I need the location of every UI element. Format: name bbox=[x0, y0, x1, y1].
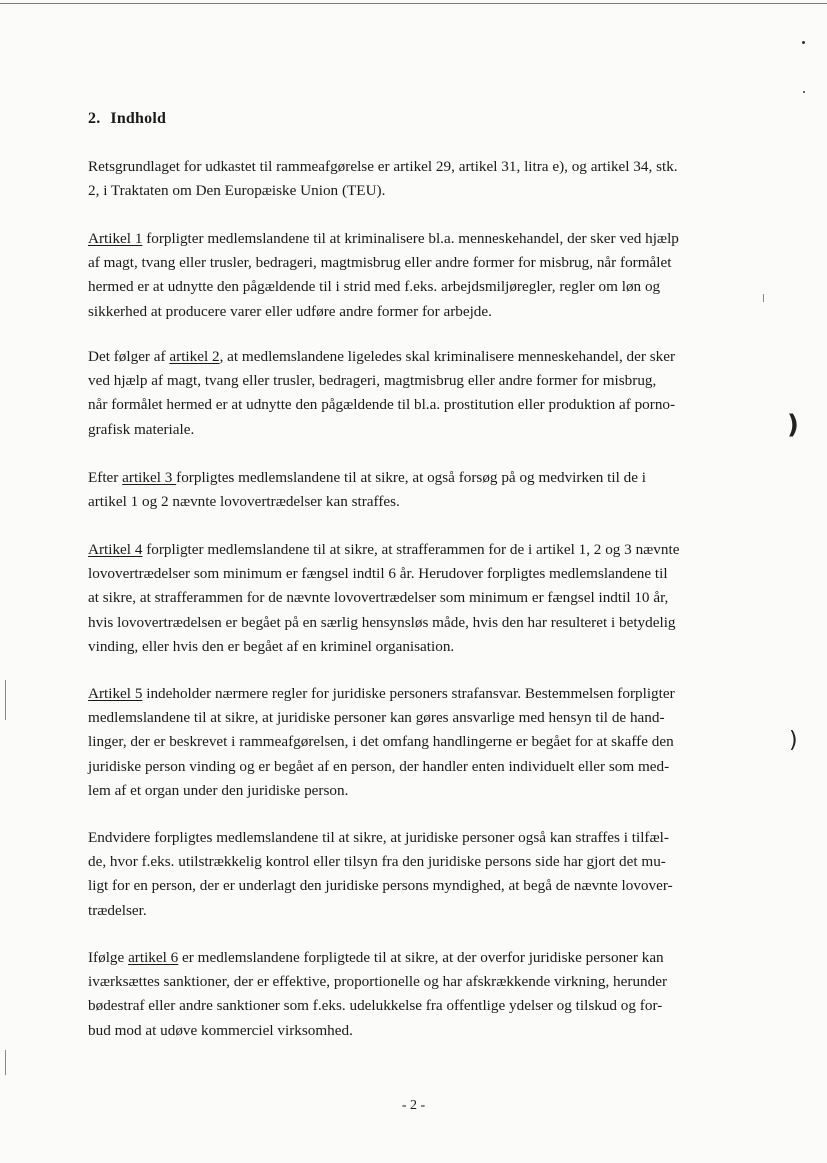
paragraph-legal-persons bbox=[88, 826, 750, 923]
scan-top-rule bbox=[0, 3, 827, 4]
paragraph-line: lovovertrædelser som minimum er fængsel indtil 6 år. Herudover forpligtes medlemslandene til bbox=[88, 565, 668, 583]
article-reference: Artikel 4 bbox=[88, 541, 143, 558]
paragraph-line: linger, der er beskrevet i rammeafgørelsen, i det omfang handlingerne er begået for at skaffe den bbox=[88, 733, 674, 751]
paragraph-line: lem af et organ under den juridiske person. bbox=[88, 781, 349, 799]
paragraph-line: trædelser. bbox=[88, 901, 147, 919]
paragraph-line: vinding, eller hvis den er begået af en kriminel organisation. bbox=[88, 637, 455, 655]
paragraph-article-4 bbox=[88, 538, 750, 659]
paragraph-line: indeholder nærmere regler for juridiske personers strafansvar. Bestemmelsen forpligter bbox=[142, 685, 675, 702]
paragraph-prefix: Ifølge bbox=[88, 949, 129, 966]
paragraph-line: forpligter medlemslandene til at sikre, at strafferammen for de i artikel 1, 2 og 3 nævnte bbox=[142, 541, 680, 558]
paragraph-line: artikel 1 og 2 nævnte lovovertrædelser kan straffes. bbox=[88, 493, 400, 511]
paragraph-prefix: Det følger af bbox=[88, 348, 170, 365]
paragraph-legal-basis bbox=[88, 155, 750, 203]
paragraph-article-2 bbox=[88, 345, 750, 442]
paragraph-prefix: Efter bbox=[88, 469, 123, 486]
paragraph-line: bud mod at udøve kommerciel virksomhed. bbox=[88, 1021, 353, 1039]
paragraph-line: er medlemslandene forpligtede til at sikre, at der overfor juridiske personer kan bbox=[178, 949, 664, 966]
paragraph-line: ved hjælp af magt, tvang eller trusler, bedrageri, magtmisbrug eller andre former for misbrug, bbox=[88, 372, 657, 390]
paragraph-article-5 bbox=[88, 682, 750, 803]
article-reference: Artikel 1 bbox=[88, 230, 143, 247]
scan-mark bbox=[5, 1050, 6, 1075]
paragraph-line: bødestraf eller andre sanktioner som f.eks. udelukkelse fra offentlige ydelser og tilskud og for- bbox=[88, 997, 663, 1015]
paragraph-line: af magt, tvang eller trusler, bedrageri, magtmisbrug eller andre former for misbrug, når formålet bbox=[88, 254, 672, 272]
margin-parenthesis-mark: ) bbox=[789, 728, 798, 753]
article-reference: artikel 2 bbox=[169, 348, 220, 365]
paragraph-article-1 bbox=[88, 227, 750, 324]
paragraph-line: når formålet hermed er at udnytte den pågældende til bl.a. prostitution eller produktion af porno- bbox=[88, 396, 676, 414]
article-reference: Artikel 5 bbox=[88, 685, 143, 702]
article-reference: artikel 6 bbox=[128, 949, 179, 966]
paragraph-line: hvis lovovertrædelsen er begået på en særlig hensynsløs måde, hvis den har resulteret i betydelig bbox=[88, 613, 676, 631]
paragraph-line: Endvidere forpligtes medlemslandene til at sikre, at juridiske personer også kan straffes i tilfæl- bbox=[88, 829, 669, 846]
paragraph-line: medlemslandene til at sikre, at juridiske personer kan gøres ansvarlige med hensyn til de hand- bbox=[88, 709, 665, 727]
paragraph-line: 2, i Traktaten om Den Europæiske Union (TEU). bbox=[88, 182, 386, 200]
section-title: Indhold bbox=[110, 110, 167, 127]
scan-mark bbox=[763, 294, 764, 302]
paragraph-line: , at medlemslandene ligeledes skal kriminalisere menneskehandel, der sker bbox=[219, 348, 676, 365]
paragraph-article-6 bbox=[88, 946, 750, 1043]
margin-parenthesis-mark: ) bbox=[787, 410, 799, 440]
paragraph-line: grafisk materiale. bbox=[88, 420, 195, 438]
paragraph-line: sikkerhed at producere varer eller udføre andre former for arbejde. bbox=[88, 302, 492, 320]
paragraph-line: Retsgrundlaget for udkastet til rammeafgørelse er artikel 29, artikel 31, litra e), og artikel 34, stk. bbox=[88, 158, 678, 175]
paragraph-line: ligt for en person, der er underlagt den juridiske persons myndighed, at begå de nævnte lovover- bbox=[88, 877, 673, 895]
paragraph-line: de, hvor f.eks. utilstrækkelig kontrol eller tilsyn fra den juridiske persons side har gjort det mu- bbox=[88, 853, 666, 871]
paragraph-line: forpligtes medlemslandene til at sikre, at også forsøg på og medvirken til de i bbox=[176, 469, 646, 486]
scan-mark bbox=[5, 680, 6, 720]
paragraph-line: hermed er at udnytte den pågældende til i strid med f.eks. arbejdsmiljøregler, regler om løn og bbox=[88, 278, 661, 296]
section-heading bbox=[88, 110, 166, 128]
page-number: - 2 - bbox=[401, 1098, 426, 1113]
scan-speck bbox=[803, 91, 805, 93]
paragraph-line: iværksættes sanktioner, der er effektive, proportionelle og har afskrækkende virkning, herunder bbox=[88, 973, 668, 991]
scan-speck bbox=[802, 41, 805, 44]
paragraph-line: forpligter medlemslandene til at kriminalisere bl.a. menneskehandel, der sker ved hjælp bbox=[142, 230, 679, 247]
paragraph-article-3 bbox=[88, 466, 750, 514]
paragraph-line: at sikre, at strafferammen for de nævnte lovovertrædelser som minimum er fængsel indtil 10 år, bbox=[88, 589, 669, 607]
paragraph-line: juridiske person vinding og er begået af en person, der handler enten individuelt eller som med- bbox=[88, 757, 670, 775]
article-reference: artikel 3 bbox=[122, 469, 177, 486]
section-number: 2. bbox=[88, 110, 101, 127]
